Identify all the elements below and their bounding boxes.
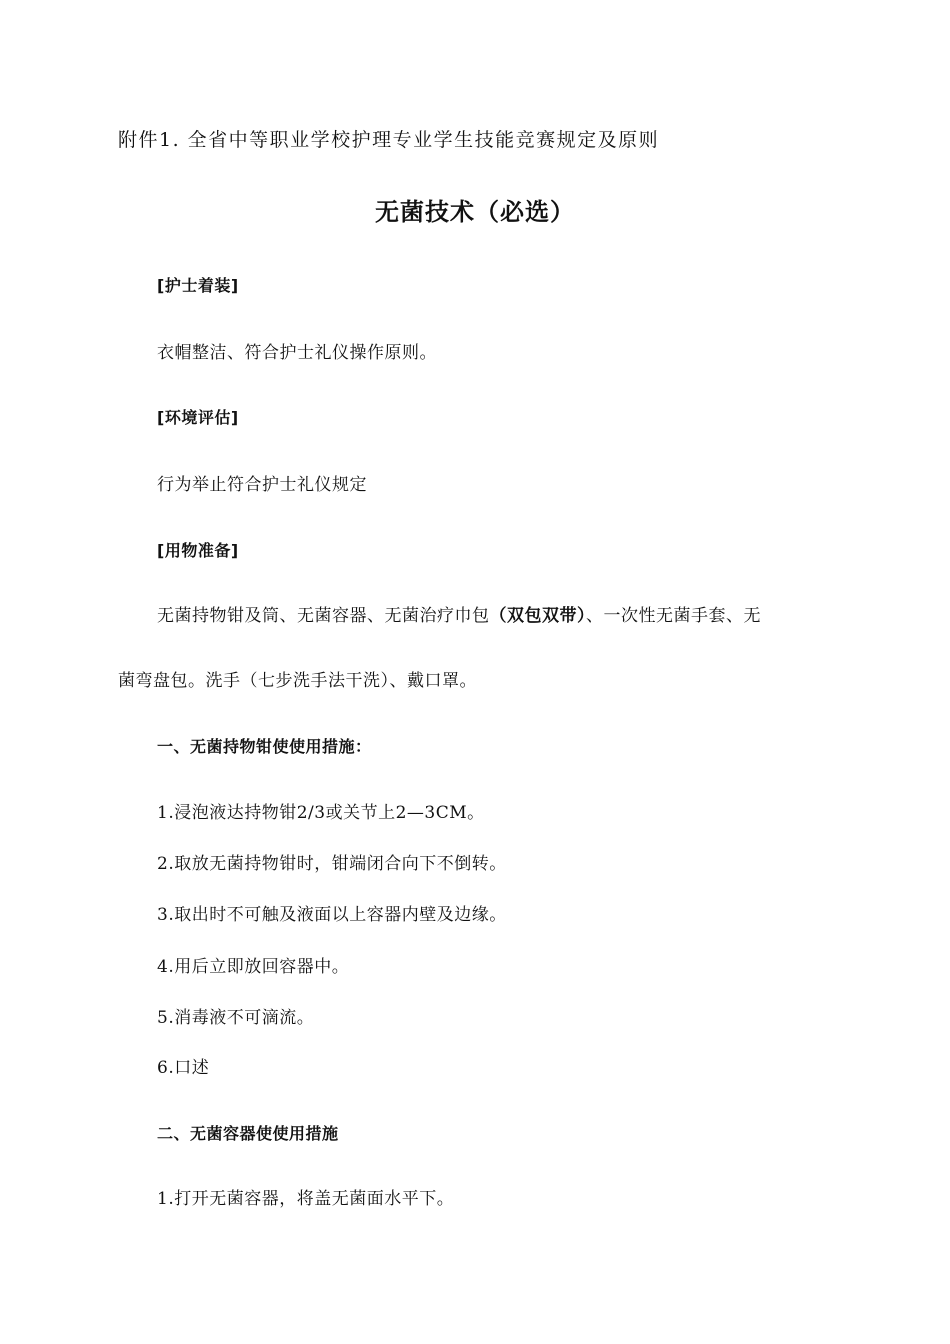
supplies-text-part2: 、一次性无菌手套、无 <box>586 606 761 626</box>
container-list-item: 1.打开无菌容器，将盖无菌面水平下。 <box>157 1189 455 1209</box>
nurse-attire-text: 衣帽整洁、符合护士礼仪操作原则。 <box>157 343 437 363</box>
section-heading-nurse-attire: [护士着装] <box>157 276 239 295</box>
forceps-list-item: 6.口述 <box>157 1058 210 1078</box>
forceps-list-item: 1.浸泡液达持物钳2/3或关节上2—3CM。 <box>157 803 485 823</box>
attachment-line: 附件1. 全省中等职业学校护理专业学生技能竞赛规定及原则 <box>118 129 660 151</box>
environment-text: 行为举止符合护士礼仪规定 <box>157 475 367 495</box>
forceps-list-item: 2.取放无菌持物钳时，钳端闭合向下不倒转。 <box>157 854 507 874</box>
supplies-text-bold: （双包双带） <box>489 606 586 626</box>
supplies-text-line1 <box>157 604 761 628</box>
section-heading-forceps: 一、无菌持物钳使使用措施： <box>157 737 372 756</box>
section-heading-container: 二、无菌容器使使用措施 <box>157 1124 339 1143</box>
section-heading-environment: [环境评估] <box>157 408 239 427</box>
forceps-list-item: 3.取出时不可触及液面以上容器内壁及边缘。 <box>157 905 507 925</box>
forceps-list-item: 4.用后立即放回容器中。 <box>157 957 350 977</box>
supplies-text-line2: 菌弯盘包。洗手（七步洗手法干洗）、戴口罩。 <box>118 671 477 691</box>
document-title: 无菌技术（必选） <box>375 198 575 226</box>
section-heading-supplies: [用物准备] <box>157 541 239 560</box>
forceps-list-item: 5.消毒液不可滴流。 <box>157 1008 315 1028</box>
supplies-text-part1: 无菌持物钳及筒、无菌容器、无菌治疗巾包 <box>157 606 490 626</box>
